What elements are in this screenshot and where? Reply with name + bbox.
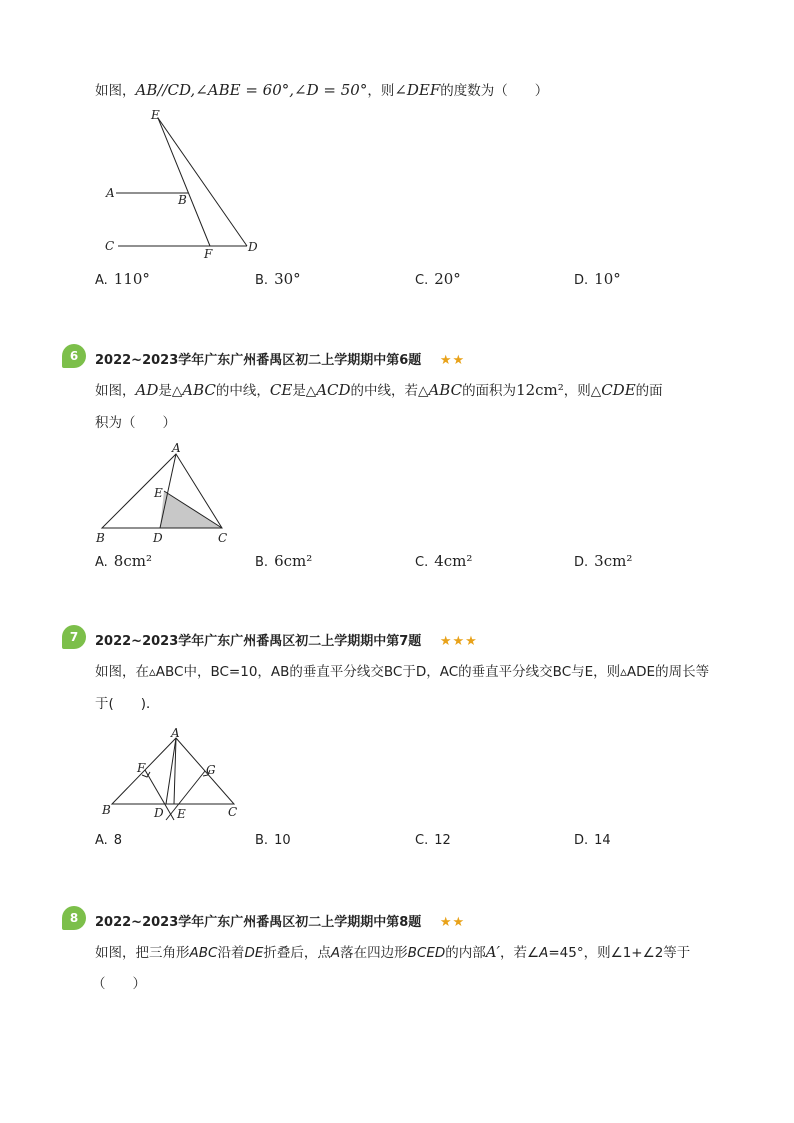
q8-difficulty-stars: ★★ (439, 915, 466, 930)
q6-source: 2022~2023学年广东广州番禺区初二上学期期中第6题 ★★ (95, 353, 466, 368)
q8-stem-line2: （ ） (92, 976, 146, 992)
q5-label-f: F (204, 247, 213, 261)
q7-triangle-abc (112, 738, 234, 804)
q5-option-c[interactable]: C. 20° (415, 270, 461, 288)
q5-label-b: B (178, 193, 187, 207)
q7-label-a: A (171, 726, 180, 740)
q5-stem-angle: ∠DEF (394, 81, 441, 99)
q5-stem-prefix: 如图， (95, 83, 136, 99)
q8-source: 2022~2023学年广东广州番禺区初二上学期期中第8题 ★★ (95, 915, 466, 930)
q7-option-d[interactable]: D. 14 (574, 833, 611, 848)
q6-label-d: D (153, 531, 163, 545)
q6-label-a: A (172, 441, 181, 455)
q6-stem-line1: 如图，AD是△ABC的中线，CE是△ACD的中线，若△ABC的面积为12cm²，则△CDE的面 (95, 381, 663, 399)
q5-figure (100, 105, 270, 265)
q7-label-e: E (177, 807, 186, 821)
q5-label-e: E (151, 108, 160, 122)
q5-option-d[interactable]: D. 10° (574, 270, 621, 288)
q6-label-e: E (154, 486, 163, 500)
q6-label-b: B (96, 531, 105, 545)
q7-option-b[interactable]: B. 10 (255, 833, 291, 848)
q5-stem-condition: AB//CD,∠ABE = 60°,∠D = 50° (135, 81, 368, 99)
q7-figure (98, 726, 248, 826)
q5-label-d: D (248, 240, 258, 254)
q7-number-badge: 7 (62, 625, 86, 649)
q5-stem (95, 80, 548, 101)
q6-difficulty-stars: ★★ (439, 353, 466, 368)
q8-number-badge: 8 (62, 906, 86, 930)
q6-option-d[interactable]: D. 3cm² (574, 552, 633, 570)
q6-option-c[interactable]: C. 4cm² (415, 552, 473, 570)
q7-label-b: B (102, 803, 111, 817)
q7-stem-line1: 如图，在▵ABC中，BC=10，AB的垂直平分线交BC于D，AC的垂直平分线交BC与E，则▵ADE的周长等 (95, 664, 710, 680)
q7-source: 2022~2023学年广东广州番禺区初二上学期期中第7题 ★★★ (95, 634, 478, 649)
q6-option-b[interactable]: B. 6cm² (255, 552, 313, 570)
q7-difficulty-stars: ★★★ (439, 634, 478, 649)
q5-stem-then: ，则 (367, 83, 395, 99)
q7-option-c[interactable]: C. 12 (415, 833, 451, 848)
q6-figure (92, 438, 242, 548)
q5-option-b[interactable]: B. 30° (255, 270, 301, 288)
q6-label-c: C (218, 531, 228, 545)
q6-option-a[interactable]: A. 8cm² (95, 552, 152, 570)
q5-stem-suffix: 的度数为（ ） (440, 83, 549, 99)
q8-stem-line1: 如图，把三角形ABC沿着DE折叠后，点A落在四边形BCED的内部A′，若∠A=45°，则∠1+∠2等于 (95, 943, 691, 961)
q7-stem-line2: 于( )． (95, 696, 160, 712)
q7-label-d: D (154, 806, 164, 820)
q7-label-g: G (206, 763, 216, 777)
q5-label-a: A (106, 186, 115, 200)
q5-label-c: C (105, 239, 115, 253)
q7-option-a[interactable]: A. 8 (95, 833, 123, 848)
q7-label-f: F (137, 761, 146, 775)
q6-number-badge: 6 (62, 344, 86, 368)
q7-label-c: C (228, 805, 238, 819)
q6-stem-line2: 积为（ ） (95, 415, 176, 431)
q5-option-a[interactable]: A. 110° (95, 270, 150, 288)
